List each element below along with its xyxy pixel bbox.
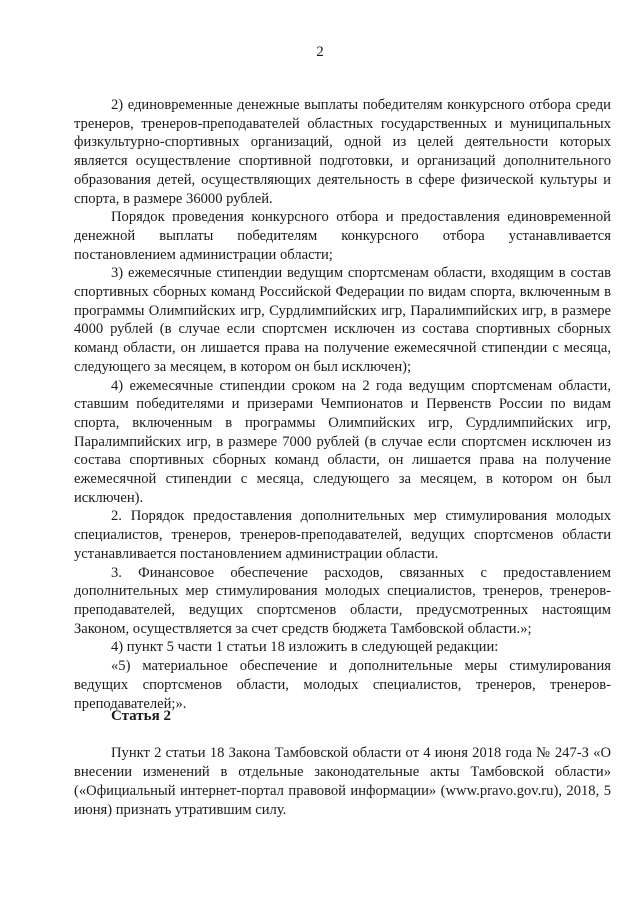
article-heading: Статья 2 xyxy=(111,708,171,724)
paragraph-item-2: 2) единовременные денежные выплаты победителям конкурсного отбора среди тренеров, тренеров-преподавателей областных государственных и муниципальных физкультурно-спортивных организаций, одной из целей деятельности которых является осуществление спортивной подготовки, и организаций дополнительного образования детей, осуществляющих деятельность в сфере физической культуры и спорта, в размере 36000 рублей. xyxy=(74,97,611,207)
paragraph-point-2: 2. Порядок предоставления дополнительных мер стимулирования молодых специалистов, тренеров, тренеров-преподавателей, ведущих спортсменов области устанавливается постановлением администрации области. xyxy=(74,508,611,562)
article-body xyxy=(74,744,611,820)
page-number: 2 xyxy=(316,44,324,60)
paragraph-item-4: 4) ежемесячные стипендии сроком на 2 года ведущим спортсменам области, ставшим победителями и призерами Чемпионатов и Первенств России по видам спорта, включенным в программы Олимпийских игр, Сурдлимпийских игр, Паралимпийских игр, в размере 7000 рублей (в случае если спортсмен исключен из состава спортивных сборных команд области, он лишается права на получение ежемесячной стипендии с месяца, следующего за месяцем, в котором он был исключен). xyxy=(74,377,611,506)
paragraph-item-3: 3) ежемесячные стипендии ведущим спортсменам области, входящим в состав спортивных сборных команд Российской Федерации по видам спорта, включенным в программы Олимпийских игр, Сурдлимпийских игр, Паралимпийских игр, в размере 4000 рублей (в случае если спортсмен исключен из состава спортивных сборных команд области, он лишается права на получение ежемесячной стипендии с месяца, следующего за месяцем, в котором он был исключен); xyxy=(74,265,611,375)
article-paragraph: Пункт 2 статьи 18 Закона Тамбовской области от 4 июня 2018 года № 247-З «О внесении изменений в отдельные законодательные акты Тамбовской области» («Официальный интернет-портал правовой информации» (www.pravo.gov.ru), 2018, 5 июня) признать утратившим силу. xyxy=(74,745,611,818)
document-body xyxy=(74,96,611,713)
paragraph-amendment-4: 4) пункт 5 части 1 статьи 18 изложить в следующей редакции: xyxy=(111,639,499,656)
paragraph-point-3: 3. Финансовое обеспечение расходов, связанных с предоставлением дополнительных мер стимулирования молодых специалистов, тренеров, тренеров-преподавателей, ведущих спортсменов области, предусмотренных настоящим Законом, осуществляется за счет средств бюджета Тамбовской области.»; xyxy=(74,564,611,637)
paragraph-new-item-5: «5) материальное обеспечение и дополнительные меры стимулирования ведущих спортсменов области, молодых специалистов, тренеров, тренеров-преподавателей;». xyxy=(74,658,611,712)
paragraph-contest-procedure: Порядок проведения конкурсного отбора и предоставления единовременной денежной выплаты победителям конкурсного отбора устанавливается постановлением администрации области; xyxy=(74,209,611,263)
